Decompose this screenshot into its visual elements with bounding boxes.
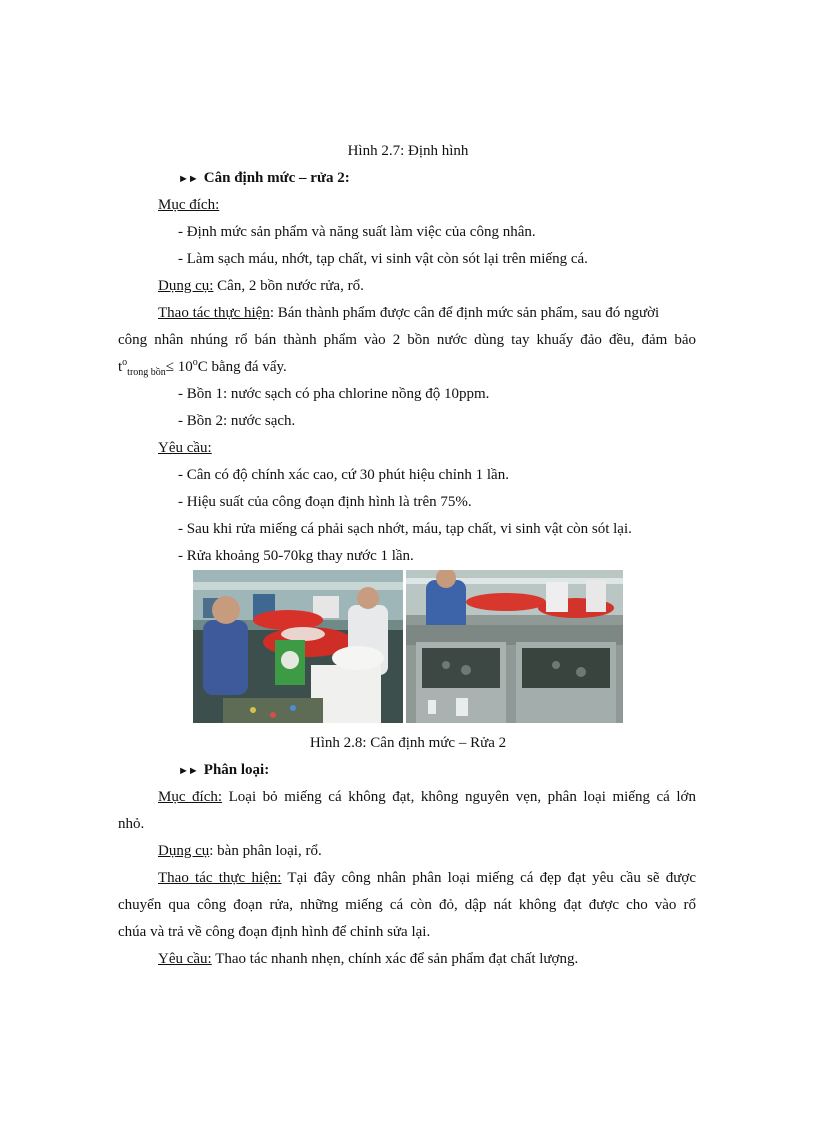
thao-tac-line: công nhân nhúng rổ bán thành phẩm vào 2 bồn nước dùng tay khuấy đảo đều, đảm bảo — [118, 332, 696, 348]
photo-washing-tanks — [406, 570, 623, 723]
thao-tac-line: Thao tác thực hiện: Bán thành phẩm được cân để định mức sản phẩm, sau đó người — [158, 305, 660, 321]
muc-dich-label: Mục đích: — [158, 197, 220, 213]
bon-item: - Bồn 1: nước sạch có pha chlorine nồng độ 10ppm. — [178, 386, 490, 402]
double-arrow-icon: ►► — [178, 765, 198, 777]
thao-tac-line: Thao tác thực hiện: Tại đây công nhân phân loại miếng cá đẹp đạt yêu cầu sẽ được — [158, 870, 696, 886]
figure-2-7-caption: Hình 2.7: Định hình — [347, 143, 469, 159]
muc-dich-paragraph: Mục đích: Loại bỏ miếng cá không đạt, không nguyên vẹn, phân loại miếng cá lớn — [158, 789, 696, 805]
thao-tac-line: chúa và trả về công đoạn định hình để chỉnh sửa lại. — [118, 924, 431, 940]
yeu-cau-paragraph: Yêu cầu: Thao tác nhanh nhẹn, chính xác để sản phẩm đạt chất lượng. — [158, 951, 579, 967]
temperature-line: $t^o_{trong bồn}\le 10^oC$ bằng đá vẩy. — [118, 357, 287, 378]
thao-tac-line: chuyển qua công đoạn rửa, những miếng cá còn đỏ, dập nát không đạt được cho vào rổ — [118, 897, 696, 913]
yeu-cau-label: Yêu cầu: — [158, 440, 212, 456]
yeu-cau-item: - Sau khi rửa miếng cá phải sạch nhớt, máu, tạp chất, vi sinh vật còn sót lại. — [178, 521, 632, 537]
muc-dich-item: - Định mức sản phẩm và năng suất làm việc của công nhân. — [178, 224, 536, 240]
dung-cu-paragraph: Dụng cụ: Cân, 2 bồn nước rửa, rổ. — [158, 278, 364, 294]
section-heading-can-dinh-muc: ►► Cân định mức – rửa 2: — [178, 170, 350, 186]
figure-2-8-caption: Hình 2.8: Cân định mức – Rửa 2 — [309, 735, 507, 751]
muc-dich-continuation: nhỏ. — [118, 816, 145, 832]
yeu-cau-item: - Rửa khoảng 50-70kg thay nước 1 lần. — [178, 548, 414, 564]
section-heading-phan-loai: ►► Phân loại: — [178, 762, 270, 778]
muc-dich-item: - Làm sạch máu, nhớt, tạp chất, vi sinh vật còn sót lại trên miếng cá. — [178, 251, 588, 267]
photo-weighing-station — [193, 570, 403, 723]
bon-item: - Bồn 2: nước sạch. — [178, 413, 296, 429]
yeu-cau-item: - Cân có độ chính xác cao, cứ 30 phút hiệu chỉnh 1 lần. — [178, 467, 509, 483]
yeu-cau-item: - Hiệu suất của công đoạn định hình là trên 75%. — [178, 494, 472, 510]
double-arrow-icon: ►► — [178, 173, 198, 185]
dung-cu-paragraph: Dụng cụ: bàn phân loại, rổ. — [158, 843, 322, 859]
